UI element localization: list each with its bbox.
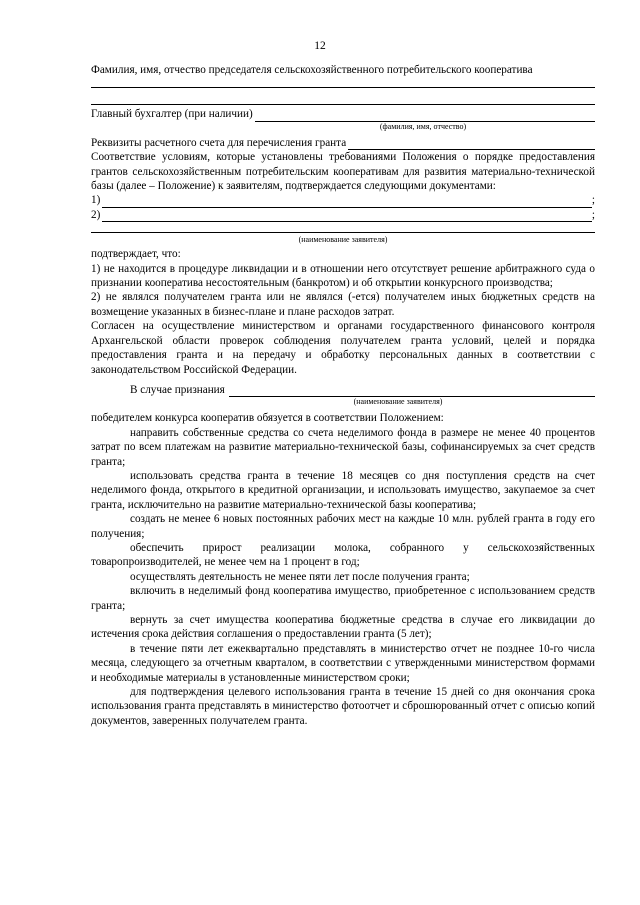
- obligation-3: создать не менее 6 новых постоянных рабочих мест на каждые 10 млн. рублей гранта в году его получения;: [91, 513, 595, 540]
- account-details-field[interactable]: [348, 138, 595, 150]
- confirm-item-1: 1) не находится в процедуре ликвидации и в отношении него отсутствует решение арбитражного суда о признании кооператива несостоятельным (банкротом) и об открытии конкурсного производства;: [91, 262, 595, 290]
- applicant-name-line[interactable]: [91, 222, 595, 233]
- obligation-intro: победителем конкурса кооператив обязуется в соответствии Положением:: [91, 412, 444, 425]
- doc-item-1-row: 1) ;: [91, 194, 595, 207]
- accountant-name-field[interactable]: [255, 110, 595, 122]
- account-details-row: [91, 136, 595, 150]
- accountant-caption: (фамилия, имя, отчество): [379, 121, 467, 131]
- page-number: 12: [314, 40, 326, 52]
- obligation-2: использовать средства гранта в течение 18 месяцев со дня поступления средств на счет неделимого фонда, открытого в кредитной организации, и использовать имущество, закупаемое за счет гранта, исключительно на развитие материально-технической базы кооператива;: [91, 469, 595, 511]
- recognition-caption: (наименование заявителя): [353, 397, 443, 407]
- confirms-label: подтверждает, что:: [91, 248, 181, 261]
- doc-item-2-field[interactable]: [102, 210, 592, 222]
- applicant-caption: (наименование заявителя): [298, 235, 388, 245]
- recognition-row: [91, 383, 595, 397]
- chairman-label: Фамилия, имя, отчество председателя сельскохозяйственного потребительского кооператива: [91, 64, 533, 76]
- doc-item-1-label: 1): [91, 194, 101, 207]
- doc-item-1-field[interactable]: [102, 196, 592, 208]
- accountant-label: Главный бухгалтер (при наличии): [91, 108, 253, 121]
- obligation-4: обеспечить прирост реализации молока, собранного у сельскохозяйственных товаропроизводителей, не менее чем на 1 процент в год;: [91, 541, 595, 569]
- conformity-text: Соответствие условиям, которые установлены требованиями Положения о порядке предоставления грантов сельскохозяйственным потребительским кооперативам для развития материально-технической базы (далее – Положение) к заявителям, подтверждается следующими документами:: [91, 151, 595, 193]
- accountant-row: [91, 107, 595, 121]
- chairman-name-line[interactable]: [91, 77, 595, 88]
- obligation-1: направить собственные средства со счета неделимого фонда в размере не менее 40 процентов затрат по всем платежам на развитие материально-технической базы, софинансируемых за счет средств гранта;: [91, 426, 595, 468]
- account-details-label: Реквизиты расчетного счета для перечисления гранта: [91, 136, 347, 149]
- obligation-6: включить в неделимый фонд кооператива имущество, приобретенное с использованием средств гранта;: [91, 585, 595, 612]
- form-body: [91, 63, 595, 728]
- recognition-applicant-field[interactable]: [229, 385, 595, 397]
- doc-item-2-label: 2): [91, 208, 101, 221]
- chairman-name-line-2[interactable]: [91, 88, 595, 105]
- recognition-label: В случае признания: [130, 383, 225, 396]
- obligation-7: вернуть за счет имущества кооператива бюджетные средства в случае его ликвидации до истечения срока действия соглашения о предоставлении гранта (5 лет);: [91, 614, 595, 641]
- obligation-5: осуществлять деятельность не менее пяти лет после получения гранта;: [130, 570, 470, 583]
- consent-text: Согласен на осуществление министерством и органами государственного финансового контроля Архангельской области проверок соблюдения получателем гранта условий, целей и порядка предоставления гранта и на передачу и обработку персональных данных в соответствии с законодательством Российской Федерации.: [91, 320, 595, 376]
- obligation-9: для подтверждения целевого использования гранта в течение 15 дней со дня окончания срока использования гранта представлять в министерство фотоотчет и сброшюрованный отчет с описью копий документов, заверенных получателем гранта.: [91, 686, 595, 727]
- doc-item-2-row: 2) ;: [91, 208, 595, 221]
- obligation-8: в течение пяти лет ежеквартально представлять в министерство отчет не позднее 10-го числа месяца, следующего за отчетным кварталом, в соответствии с утвержденными министерством формами и необходимые материалы в установленные министерством сроки;: [91, 642, 595, 684]
- confirm-item-2: 2) не являлся получателем гранта или не являлся (-ется) получателем иных бюджетных средств на возмещение указанных в бизнес-плане и плане расходов затрат.: [91, 291, 595, 318]
